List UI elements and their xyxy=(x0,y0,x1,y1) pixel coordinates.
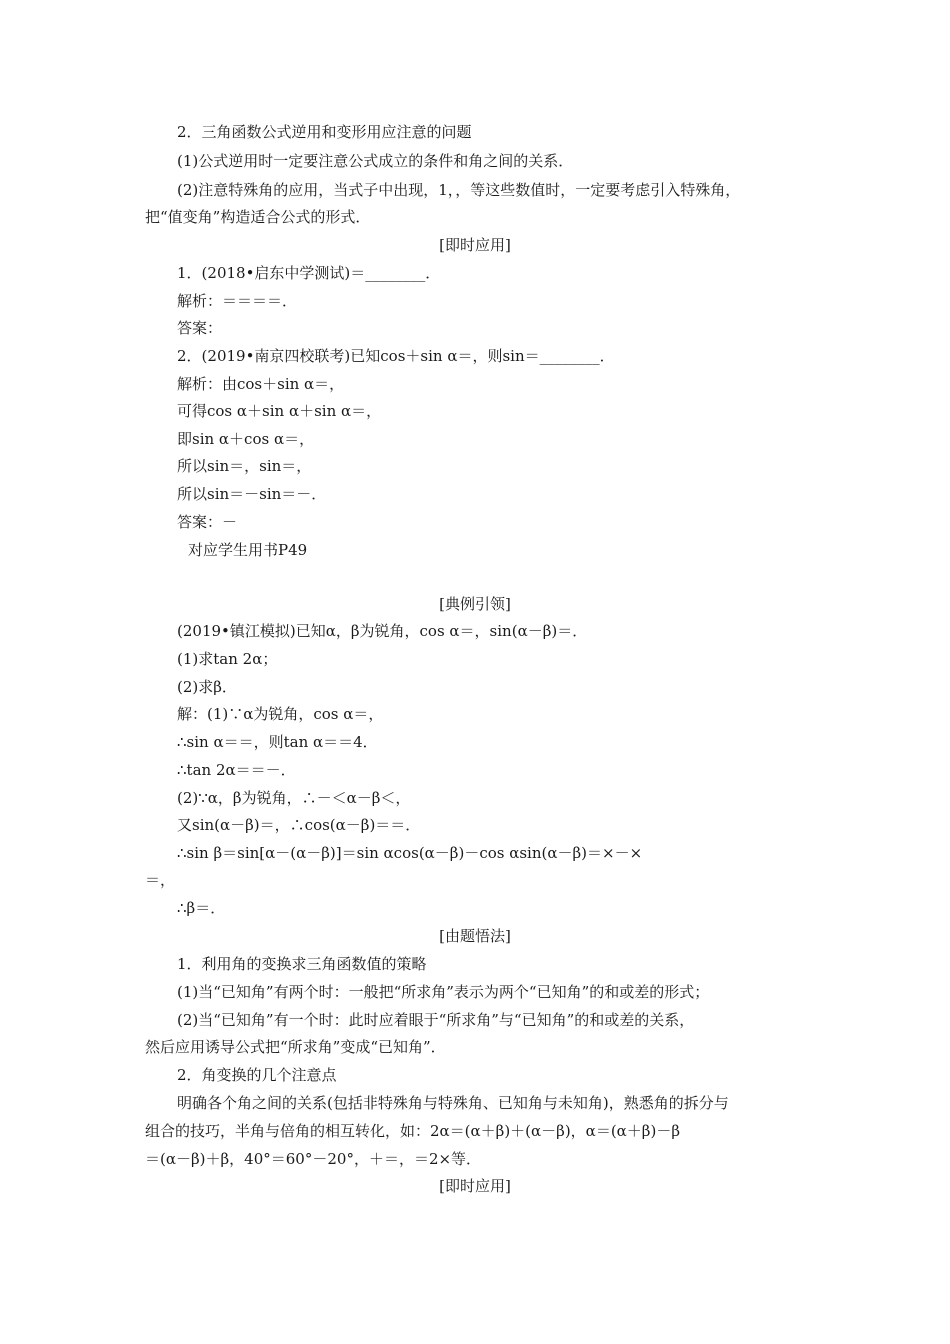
paragraph-line: (2)当“已知角”有一个时：此时应着眼于“所求角”与“已知角”的和或差的关系， xyxy=(177,1011,695,1029)
exercise-question: 1．(2018•启东中学测试)＝________． xyxy=(177,264,441,282)
paragraph-line: (1)当“已知角”有两个时：一般把“所求角”表示为两个“已知角”的和或差的形式； xyxy=(177,983,710,1001)
solution-line: ∴β＝． xyxy=(177,899,226,917)
paragraph-line: (1)公式逆用时一定要注意公式成立的条件和角之间的关系． xyxy=(177,152,574,170)
solution-line: 所以sin＝－sin＝－． xyxy=(177,485,327,503)
solution-line: ∴sin β＝sin[α－(α－β)]＝sin αcos(α－β)－cos αsin(α－β)＝×－× xyxy=(177,844,643,862)
section-heading: 1．利用角的变换求三角函数值的策略 xyxy=(177,955,427,973)
answer-line: 答案：－ xyxy=(177,513,238,531)
solution-line: ＝， xyxy=(145,871,176,889)
paragraph-line: (2)注意特殊角的应用，当式子中出现，1，，等这些数值时，一定要考虑引入特殊角， xyxy=(177,181,741,199)
exercise-question: 2．(2019•南京四校联考)已知cos＋sin α＝，则sin＝________． xyxy=(177,347,615,365)
solution-line: 又sin(α－β)＝，∴cos(α－β)＝＝． xyxy=(177,816,421,834)
section-heading: 2．三角函数公式逆用和变形用应注意的问题 xyxy=(177,123,472,141)
paragraph-line: 把“值变角”构造适合公式的形式． xyxy=(145,208,371,226)
solution-line: (2)∵α，β为锐角，∴－＜α－β＜， xyxy=(177,789,411,807)
solution-line: ∴tan 2α＝＝－． xyxy=(177,761,296,779)
paragraph-line: 组合的技巧，半角与倍角的相互转化，如：2α＝(α＋β)＋(α－β)，α＝(α＋β)－β xyxy=(145,1122,680,1140)
paragraph-line: 然后应用诱导公式把“所求角”变成“已知角”． xyxy=(145,1038,446,1056)
subsection-title: [即时应用] xyxy=(439,236,511,254)
paragraph-line: ＝(α－β)＋β，40°＝60°－20°，＋＝，＝2×等． xyxy=(145,1150,482,1168)
solution-line: 可得cos α＋sin α＋sin α＝， xyxy=(177,402,382,420)
solution-line: 即sin α＋cos α＝， xyxy=(177,430,315,448)
section-heading: 2．角变换的几个注意点 xyxy=(177,1066,337,1084)
solution-line: ∴sin α＝＝，则tan α＝＝4． xyxy=(177,733,378,751)
answer-line: 答案： xyxy=(177,319,223,337)
example-question: (2019•镇江模拟)已知α，β为锐角，cos α＝，sin(α－β)＝． xyxy=(177,622,588,640)
subsection-title: [即时应用] xyxy=(439,1177,511,1195)
solution-line: 解析：由cos＋sin α＝， xyxy=(177,375,345,393)
example-part: (2)求β． xyxy=(177,678,237,696)
subsection-title: [典例引领] xyxy=(439,595,511,613)
paragraph-line: 明确各个角之间的关系(包括非特殊角与特殊角、已知角与未知角)，熟悉角的拆分与 xyxy=(177,1094,729,1112)
example-part: (1)求tan 2α； xyxy=(177,650,278,668)
solution-line: 解：(1)∵α为锐角，cos α＝， xyxy=(177,705,384,723)
solution-line: 解析：＝＝＝＝． xyxy=(177,292,298,310)
solution-line: 所以sin＝，sin＝， xyxy=(177,457,312,475)
page-reference: 对应学生用书P49 xyxy=(188,541,308,559)
subsection-title: [由题悟法] xyxy=(439,927,511,945)
